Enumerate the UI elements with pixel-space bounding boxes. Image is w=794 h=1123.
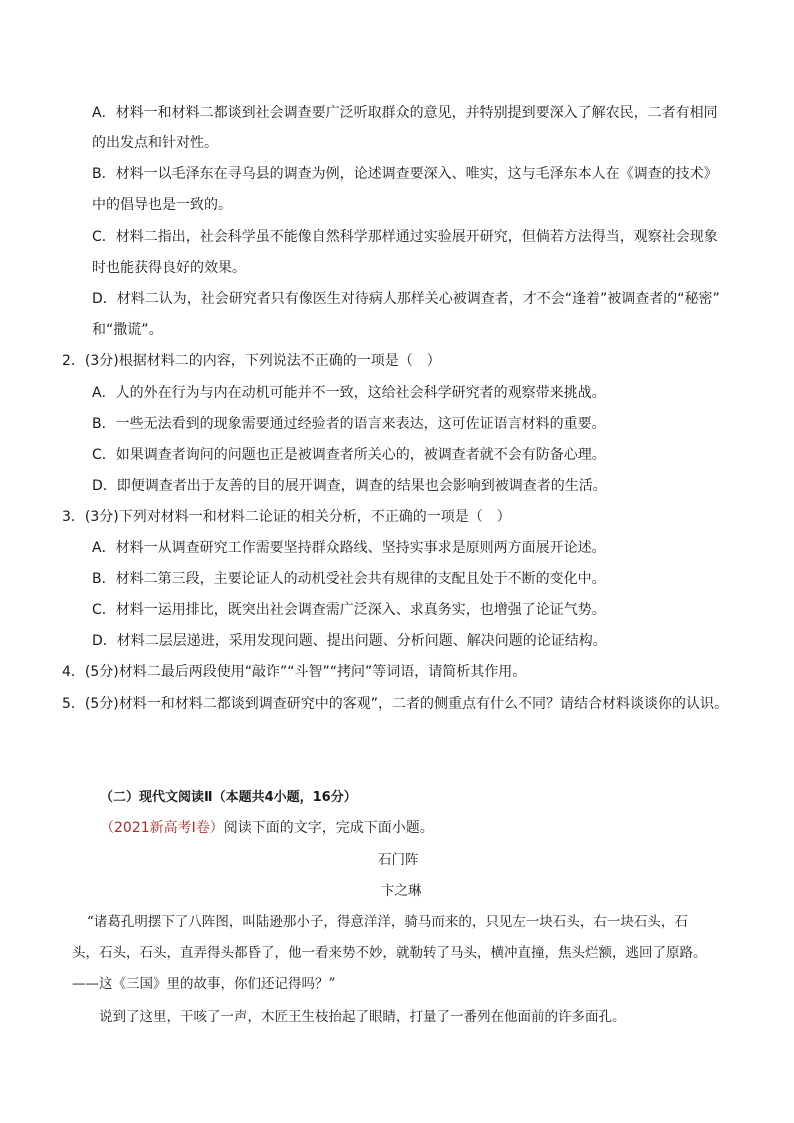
q2-stem: 2．(3分)根据材料二的内容，下列说法不正确的一项是（ ） bbox=[62, 353, 441, 369]
q3-option-a: A．材料一从调查研究工作需要坚持群众路线、坚持实事求是原则两方面展开论述。 bbox=[92, 540, 606, 556]
q1-option-b-line2: 中的倡导也是一致的。 bbox=[92, 197, 232, 213]
q2-option-d: D．即便调查者出于友善的目的展开调查，调查的结果也会影响到被调查者的生活。 bbox=[92, 478, 607, 494]
section2-header: （二）现代文阅读Ⅱ（本题共4小题，16分） bbox=[100, 790, 357, 805]
instruction-text: 阅读下面的文字，完成下面小题。 bbox=[223, 820, 434, 836]
q3-option-d: D．材料二层层递进，采用发现问题、提出问题、分析问题、解决问题的论证结构。 bbox=[92, 633, 607, 649]
q1-option-b-line1: B．材料一以毛泽东在寻乌县的调查为例，论述调查要深入、唯实，这与毛泽东本人在《调查的技术》 bbox=[92, 166, 718, 182]
story-paragraph1-line3: ——这《三国》里的故事，你们还记得吗？” bbox=[72, 976, 336, 992]
q1-option-a-line2: 的出发点和针对性。 bbox=[92, 135, 218, 151]
q1-option-c-line2: 时也能获得良好的效果。 bbox=[92, 260, 246, 276]
section2-intro bbox=[100, 818, 434, 838]
q3-stem: 3．(3分)下列对材料一和材料二论证的相关分析，不正确的一项是（ ） bbox=[62, 509, 511, 525]
story-title: 石门阵 bbox=[378, 852, 419, 868]
q3-option-b: B．材料二第三段，主要论证人的动机受社会共有规律的支配且处于不断的变化中。 bbox=[92, 571, 606, 587]
story-paragraph1-line2: 头，石头，石头，直弄得头都昏了，他一看来势不妙，就勒转了马头，横冲直撞，焦头烂额，逃回了原路。 bbox=[72, 945, 707, 961]
q2-option-a: A．人的外在行为与内在动机可能并不一致，这给社会科学研究者的观察带来挑战。 bbox=[92, 385, 606, 401]
story-author: 卞之琳 bbox=[381, 883, 422, 899]
q1-option-c-line1: C．材料二指出，社会科学虽不能像自然科学那样通过实验展开研究，但倘若方法得当，观察社会现象 bbox=[92, 229, 718, 245]
story-paragraph1-line1: “诸葛孔明摆下了八阵图，叫陆逊那小子，得意洋洋，骑马而来的，只见左一块石头，右一块石头，石 bbox=[87, 914, 688, 930]
q2-option-b: B．一些无法看到的现象需要通过经验者的语言来表达，这可佐证语言材料的重要。 bbox=[92, 416, 606, 432]
q4-stem: 4．(5分)材料二最后两段使用“敲诈”“斗智”“拷问”等词语，请简析其作用。 bbox=[62, 664, 527, 680]
q3-option-c: C．材料一运用排比，既突出社会调查需广泛深入、求真务实，也增强了论证气势。 bbox=[92, 602, 606, 618]
source-label: （2021新高考Ⅰ卷） bbox=[100, 820, 224, 836]
q1-option-a-line1: A．材料一和材料二都谈到社会调查要广泛听取群众的意见，并特别提到要深入了解农民，二者有相同 bbox=[92, 105, 718, 121]
q2-option-c: C．如果调查者询问的问题也正是被调查者所关心的，被调查者就不会有防备心理。 bbox=[92, 447, 606, 463]
q1-option-d-line2: 和“撒谎”。 bbox=[92, 322, 163, 338]
q5-stem: 5．(5分)材料一和材料二都谈到调查研究中的客观”，二者的侧重点有什么不同？请结合材料谈谈你的认识。 bbox=[62, 696, 728, 712]
q1-option-d-line1: D．材料二认为，社会研究者只有像医生对待病人那样关心被调查者，才不会“逢着”被调查者的“秘密” bbox=[92, 291, 720, 307]
story-paragraph2: 说到了这里，干咳了一声，木匠王生枝抬起了眼睛，打量了一番列在他面前的许多面孔。 bbox=[99, 1009, 626, 1025]
